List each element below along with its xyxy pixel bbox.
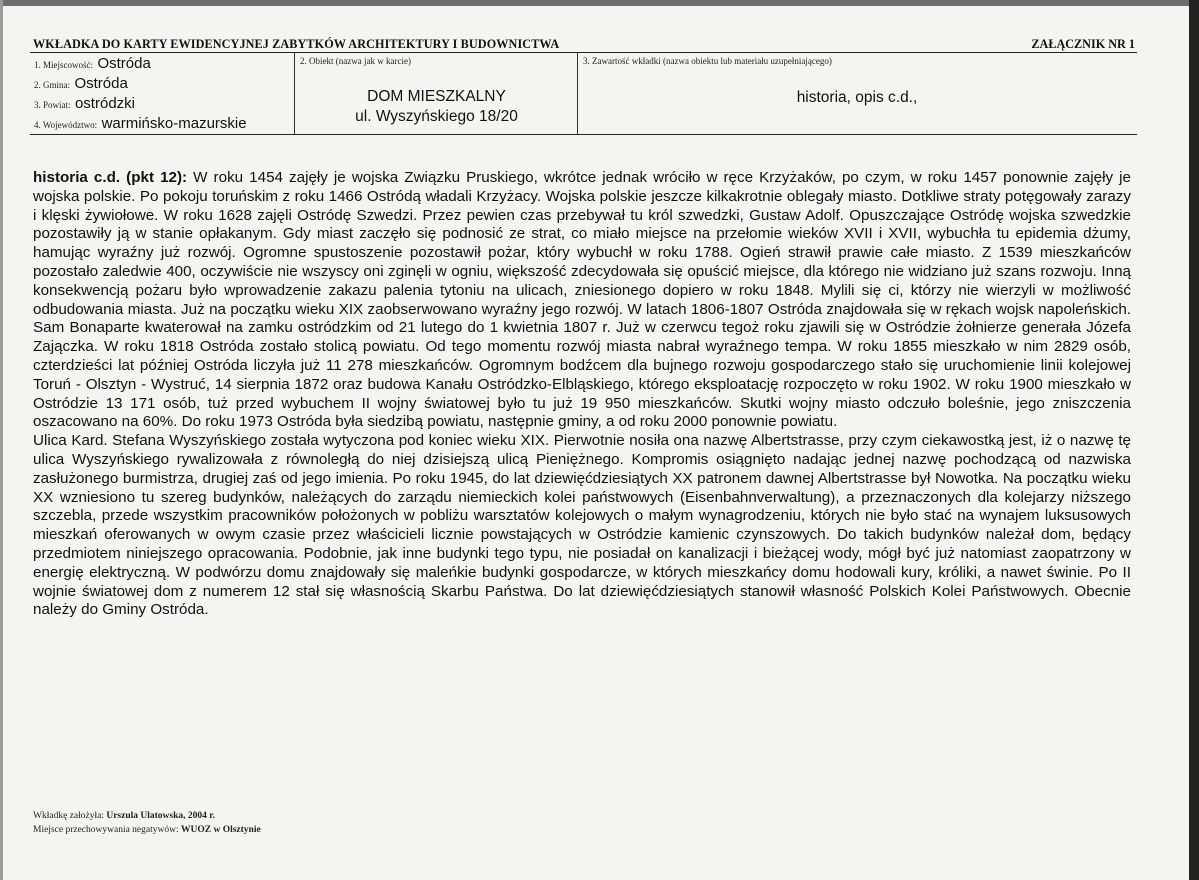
voivodeship-row — [34, 114, 292, 134]
county-label: 3. Powiat: — [34, 100, 71, 110]
header-rule-bottom — [30, 134, 1137, 135]
commune-row — [34, 74, 292, 94]
scan-top-edge — [0, 0, 1199, 6]
card-title: WKŁADKA DO KARTY EWIDENCYJNEJ ZABYTKÓW ARCHITEKTURY I BUDOWNICTWA — [33, 37, 560, 51]
contents-value: historia, opis c.d., — [796, 89, 918, 106]
object-label: 2. Obiekt (nazwa jak w karcie) — [300, 56, 411, 66]
author-value: Urszula Ulatowska, 2004 r. — [106, 811, 215, 821]
column-divider-2 — [577, 53, 578, 134]
history-text — [33, 169, 1131, 620]
annex-number: ZAŁĄCZNIK NR 1 — [1031, 37, 1135, 51]
object-address: ul. Wyszyńskiego 18/20 — [355, 108, 518, 125]
county-row — [34, 94, 292, 114]
town-label: 1. Miejscowość: — [34, 60, 93, 70]
negatives-value: WUOZ w Olsztynie — [181, 825, 261, 835]
town-row — [34, 54, 292, 74]
scan-right-edge — [1189, 0, 1199, 880]
negatives-label: Miejsce przechowywania negatywów: — [33, 825, 179, 835]
commune-value: Ostróda — [74, 75, 128, 92]
object-block — [296, 87, 577, 127]
scan-left-edge — [0, 0, 3, 880]
town-value: Ostróda — [97, 55, 151, 72]
header-rule-top — [30, 52, 1137, 53]
location-fields — [34, 54, 292, 134]
history-paragraph-1 — [33, 169, 1131, 432]
negatives-line — [33, 823, 261, 837]
footer — [33, 809, 261, 837]
column-divider-1 — [294, 53, 295, 134]
commune-label: 2. Gmina: — [34, 80, 70, 90]
history-paragraph-2: Ulica Kard. Stefana Wyszyńskiego została wytyczona pod koniec wieku XIX. Pierwotnie nosiła ona nazwę Albertstrasse, przy czym ciekawostką jest, iż o nazwę tę ulica Wyszyńskiego rywalizowała z równoległą do niej dzisiejszą ulicą Pieniężnego. Kompromis osiągnięto nadając jednej nazwę pochodzącą od nazwiska zasłużonego burmistrza, drugiej zaś od jego imienia. Po roku 1945, do lat dziewięćdziesiątych XX patronem dawnej Albertstrasse był Nowotka. Na początku wieku XX wzniesiono tu szereg budynków, należących do zarządu niemieckich kolei państwowych (Eisenbahnverwaltung), a przeznaczonych dla kolejarzy niższego szczebla, przede wszystkim pracowników położonych w pobliżu warsztatów kolejowych o małym wynagrodzeniu, których nie było stać na wynajem luksusowych mieszkań oferowanych w owym czasie przez właścicieli licznie powstających w Ostródzie kamienic czynszowych. Do takich budynków należał dom, będący przedmiotem niniejszego opracowania. Podobnie, jak inne budynki tego typu, nie posiadał on kanalizacji i bieżącej wody, mógł być już natomiast zaopatrzony w energię elektryczną. W podwórzu domu znajdowały się maleńkie budynki gospodarcze, w których mieszkańcy domu hodowali kury, króliki, a nawet świnie. Po II wojnie światowej dom z numerem 12 stał się własnością Skarbu Państwa. Do lat dziewięćdziesiątych stanowił własność Polskich Kolei Państwowych. Obecnie należy do Gminy Ostróda. — [33, 432, 1131, 619]
history-paragraph-1-text: W roku 1454 zajęły je wojska Związku Pruskiego, wkrótce jednak wróciło w ręce Krzyżaków, po czym, w roku 1457 ponownie zajęły je wojska polskie. Po pokoju toruńskim z roku 1466 Ostródą władali Krzyżacy. Wojska polskie jeszcze kilkakrotnie oblegały miasto. Dotkliwe straty potęgowały zarazy i klęski żywiołowe. W roku 1628 zajęli Ostródę Szwedzi. Przez pewien czas przebywał tu król szwedzki, Gustaw Adolf. Opuszczające Ostródę wojska szwedzkie pozostawiły ją w stanie opłakanym. Gdy miast zaczęło się podnosić ze strat, co miało miejsce na przełomie wieków XVII i XVII, wybuchła tu epidemia dżumy, hamując wyraźny już rozwój. Ogromne spustoszenie pozostawił pożar, który wybuchł w roku 1788. Ogień strawił prawie całe miasto. Z 1539 mieszkańców pozostało zaledwie 400, oczywiście nie wszyscy oni zginęli w ogniu, większość zdecydowała się opuścić miejsce, dla którego nie widziano już szans rozwoju. Inną konsekwencją pożaru było wprowadzenie zakazu palenia tytoniu na ulicach, zniesionego dopiero w roku 1848. Mylili się ci, którzy nie wierzyli w możliwość odbudowania miasta. Już na początku wieku XIX zaobserwowano wyraźny jego rozwój. W latach 1806-1807 Ostróda znajdowała się w rękach wojsk napoleńskich. Sam Bonaparte kwaterował na zamku ostródzkim od 21 lutego do 1 kwietnia 1807 r. Już w czerwcu tegoż roku zjawili się w Ostródzie żołnierze generała Józefa Zajączka. W roku 1818 Ostróda zostało stolicą powiatu. Od tego momentu rozwój miasta nabrał wyraźnego tempa. W roku 1855 mieszkało w nim 2829 osób, czterdzieści lat później Ostróda liczyła już 11 278 mieszkańców. Ogromnym bodźcem dla bujnego rozwoju gospodarczego stało się uruchomienie linii kolejowej Toruń - Olsztyn - Wystruć, 14 sierpnia 1872 oraz budowa Kanału Ostródzko-Elbląskiego, którego eksploatację rozpoczęto w roku 1902. W roku 1900 mieszkało w Ostródzie 13 171 osób, tuż przed wybuchem II wojny światowej było tu już 19 950 mieszkańców. Skutki wojny miasto odczuło boleśnie, jego zniszczenia oszacowano na 60%. Do roku 1973 Ostróda była siedzibą powiatu, następnie gminy, a od roku 2000 ponownie powiatu. — [33, 169, 1131, 431]
author-label: Wkładkę założyła: — [33, 811, 104, 821]
author-line — [33, 809, 261, 823]
contents-label: 3. Zawartość wkładki (nazwa obiektu lub materiału uzupełniającego) — [583, 56, 832, 66]
voivodeship-value: warmińsko-mazurskie — [101, 115, 247, 132]
history-lead: historia c.d. (pkt 12): — [33, 169, 188, 186]
voivodeship-label: 4. Województwo: — [34, 120, 98, 130]
county-value: ostródzki — [74, 95, 135, 112]
object-name: DOM MIESZKALNY — [367, 88, 506, 105]
